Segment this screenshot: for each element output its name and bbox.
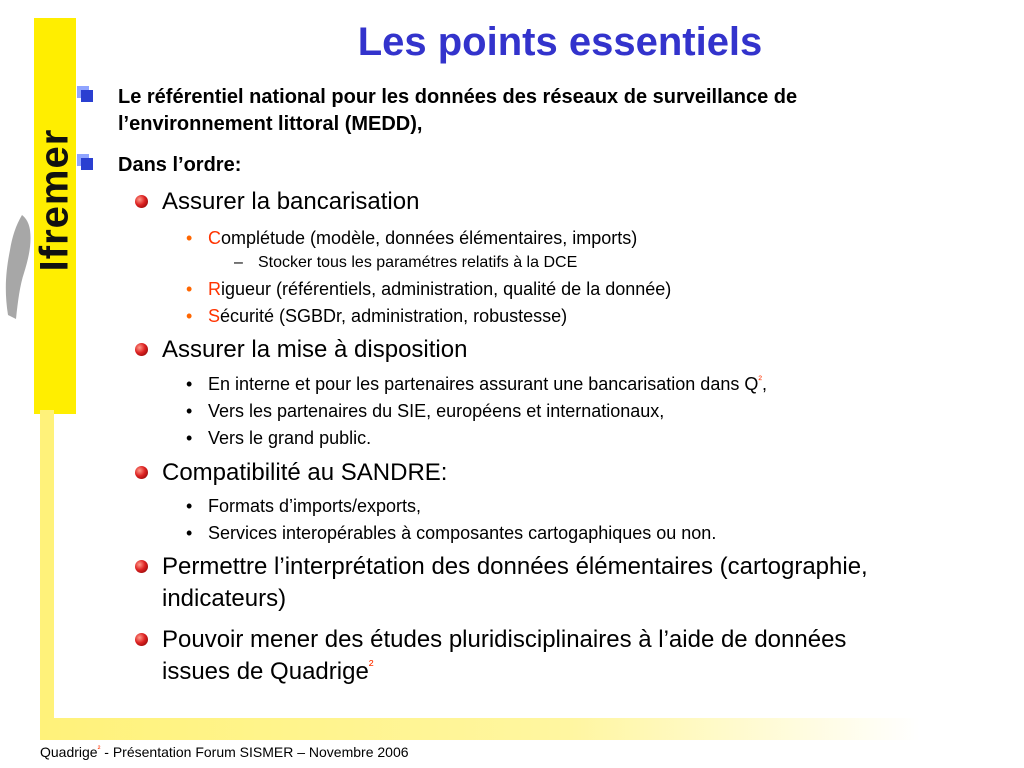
list-item-text: Vers le grand public. <box>208 428 372 448</box>
section-heading-line-2 <box>162 656 846 688</box>
section-heading <box>162 551 868 615</box>
list-item <box>186 400 665 422</box>
footer-band <box>40 718 920 740</box>
list-item <box>186 278 672 300</box>
dash-bullet-icon: – <box>234 254 243 271</box>
bullet-icon: • <box>186 306 193 326</box>
red-ball-bullet-icon <box>135 466 148 479</box>
list-item-text: Vers les partenaires du SIE, européens et internationaux, <box>208 401 665 421</box>
list-item <box>186 227 638 249</box>
list-item <box>186 427 372 449</box>
bullet-icon: • <box>186 279 193 299</box>
bullet-icon: • <box>186 496 193 516</box>
bullet-icon: • <box>186 374 193 394</box>
section-heading <box>162 334 467 366</box>
bullet-icon: • <box>186 428 193 448</box>
section-heading <box>162 186 419 218</box>
section-heading-text: Assurer la bancarisation <box>162 188 420 215</box>
initial-letter: C <box>208 228 221 248</box>
footer-text: - Présentation Forum SISMER – Novembre 2006 <box>100 744 409 760</box>
bullet-icon: • <box>186 401 193 421</box>
superscript: ² <box>758 374 762 386</box>
bullet-icon: • <box>186 228 193 248</box>
page-title: Les points essentiels <box>357 20 763 64</box>
section-heading <box>162 457 447 489</box>
list-item-text: Services interopérables à composantes cartogaphiques ou non. <box>208 523 717 543</box>
section-heading-text: issues de Quadrige <box>162 658 369 685</box>
section-heading-line-2: indicateurs) <box>162 585 287 612</box>
list-item <box>186 495 422 517</box>
red-ball-bullet-icon <box>135 560 148 573</box>
initial-letter: S <box>208 306 221 326</box>
sub-list-item <box>234 253 578 273</box>
section-heading-line-1: Pouvoir mener des études pluridisciplinaires à l’aide de données <box>162 626 847 653</box>
sub-list-item-text: Stocker tous les paramétres relatifs à la DCE <box>258 254 578 271</box>
square-bullet-icon <box>81 90 93 102</box>
list-item <box>186 373 767 395</box>
initial-letter: R <box>208 279 221 299</box>
superscript: ² <box>97 743 101 754</box>
section-heading <box>162 624 846 688</box>
footer <box>40 744 409 760</box>
list-item <box>186 522 717 544</box>
red-ball-bullet-icon <box>135 343 148 356</box>
order-label: Dans l’ordre: <box>118 154 242 176</box>
list-item-text: igueur (référentiels, administration, qualité de la donnée) <box>221 279 672 299</box>
ifremer-logo: Ifremer <box>32 128 77 272</box>
square-bullet-icon <box>81 158 93 170</box>
section-heading-line-1: Permettre l’interprétation des données élémentaires (cartographie, <box>162 553 868 580</box>
superscript: ² <box>368 658 374 674</box>
list-item-end: , <box>761 374 767 394</box>
intro-line-1: Le référentiel national pour les données des réseaux de surveillance de <box>118 86 798 108</box>
hand-silhouette-icon <box>2 215 34 320</box>
logo-band-lower <box>40 410 54 730</box>
red-ball-bullet-icon <box>135 633 148 646</box>
list-item <box>186 305 568 327</box>
section-heading-text: Assurer la mise à disposition <box>162 336 468 363</box>
section-heading-text: Compatibilité au SANDRE: <box>162 459 448 486</box>
intro-line-2: l’environnement littoral (MEDD), <box>118 113 423 135</box>
list-item-text: En interne et pour les partenaires assurant une bancarisation dans Q <box>208 374 759 394</box>
list-item-text: omplétude (modèle, données élémentaires, imports) <box>221 228 638 248</box>
list-item-text: Formats d’imports/exports, <box>208 496 422 516</box>
red-ball-bullet-icon <box>135 195 148 208</box>
bullet-icon: • <box>186 523 193 543</box>
intro-item <box>118 84 797 138</box>
order-item <box>118 152 241 179</box>
list-item-text: écurité (SGBDr, administration, robustesse) <box>220 306 568 326</box>
footer-prefix: Quadrige <box>40 744 98 760</box>
